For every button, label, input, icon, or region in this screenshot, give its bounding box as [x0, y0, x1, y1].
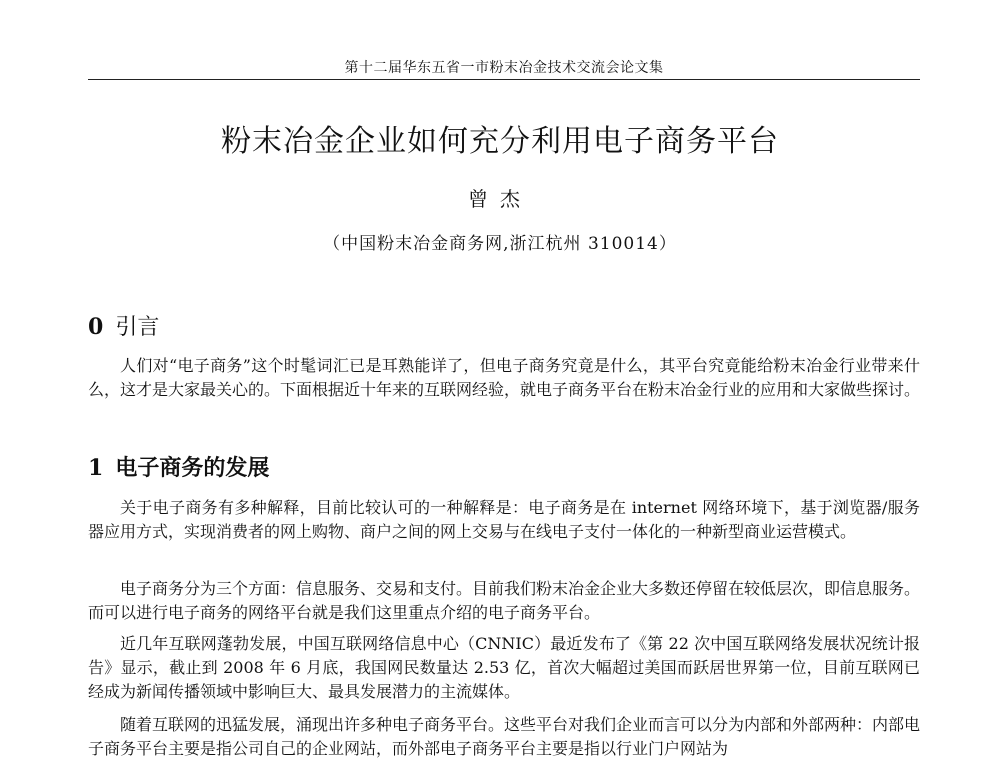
paragraph: 关于电子商务有多种解释，目前比较认可的一种解释是：电子商务是在 internet 网络环境下，基于浏览器/服务器应用方式，实现消费者的网上购物、商户之间的网上交易与在线电子支付一体化的一种新型商业运营模式。	[88, 498, 920, 541]
paper-title: 粉末冶金企业如何充分利用电子商务平台	[221, 124, 779, 159]
section-heading-introduction	[88, 312, 159, 343]
running-header: 第十二届华东五省一市粉末冶金技术交流会论文集	[344, 60, 664, 76]
paragraph: 人们对“电子商务”这个时髦词汇已是耳熟能详了，但电子商务究竟是什么，其平台究竟能给粉末冶金行业带来什么，这才是大家最关心的。下面根据近十年来的互联网经验，就电子商务平台在粉末冶金行业的应用和大家做些探讨。	[88, 356, 921, 399]
section-number: 0	[88, 314, 104, 340]
section-number: 1	[88, 455, 104, 481]
paragraph: 随着互联网的迅猛发展，涌现出许多种电子商务平台。这些平台对我们企业而言可以分为内部和外部两种：内部电子商务平台主要是指公司自己的企业网站，而外部电子商务平台主要是指以行业门户网站为	[88, 715, 921, 758]
author-name: 曾杰	[468, 187, 532, 211]
paragraph: 电子商务分为三个方面：信息服务、交易和支付。目前我们粉末冶金企业大多数还停留在较低层次，即信息服务。而可以进行电子商务的网络平台就是我们这里重点介绍的电子商务平台。	[88, 579, 921, 622]
header-rule	[88, 79, 920, 80]
section-title: 电子商务的发展	[115, 455, 270, 481]
section-title: 引言	[115, 315, 160, 340]
author-affiliation: （中国粉末冶金商务网,浙江杭州 310014）	[323, 234, 677, 254]
paragraph: 近几年互联网蓬勃发展，中国互联网络信息中心（CNNIC）最近发布了《第 22 次中国互联网络发展状况统计报告》显示，截止到 2008 年 6 月底，我国网民数量达 2.53 亿，首次大幅超过美国而跃居世界第一位，目前互联网已经成为新闻传播领域中影响巨大、最具发展潜力的主流媒体。	[88, 634, 920, 701]
section-heading-ecommerce-development	[88, 453, 269, 483]
